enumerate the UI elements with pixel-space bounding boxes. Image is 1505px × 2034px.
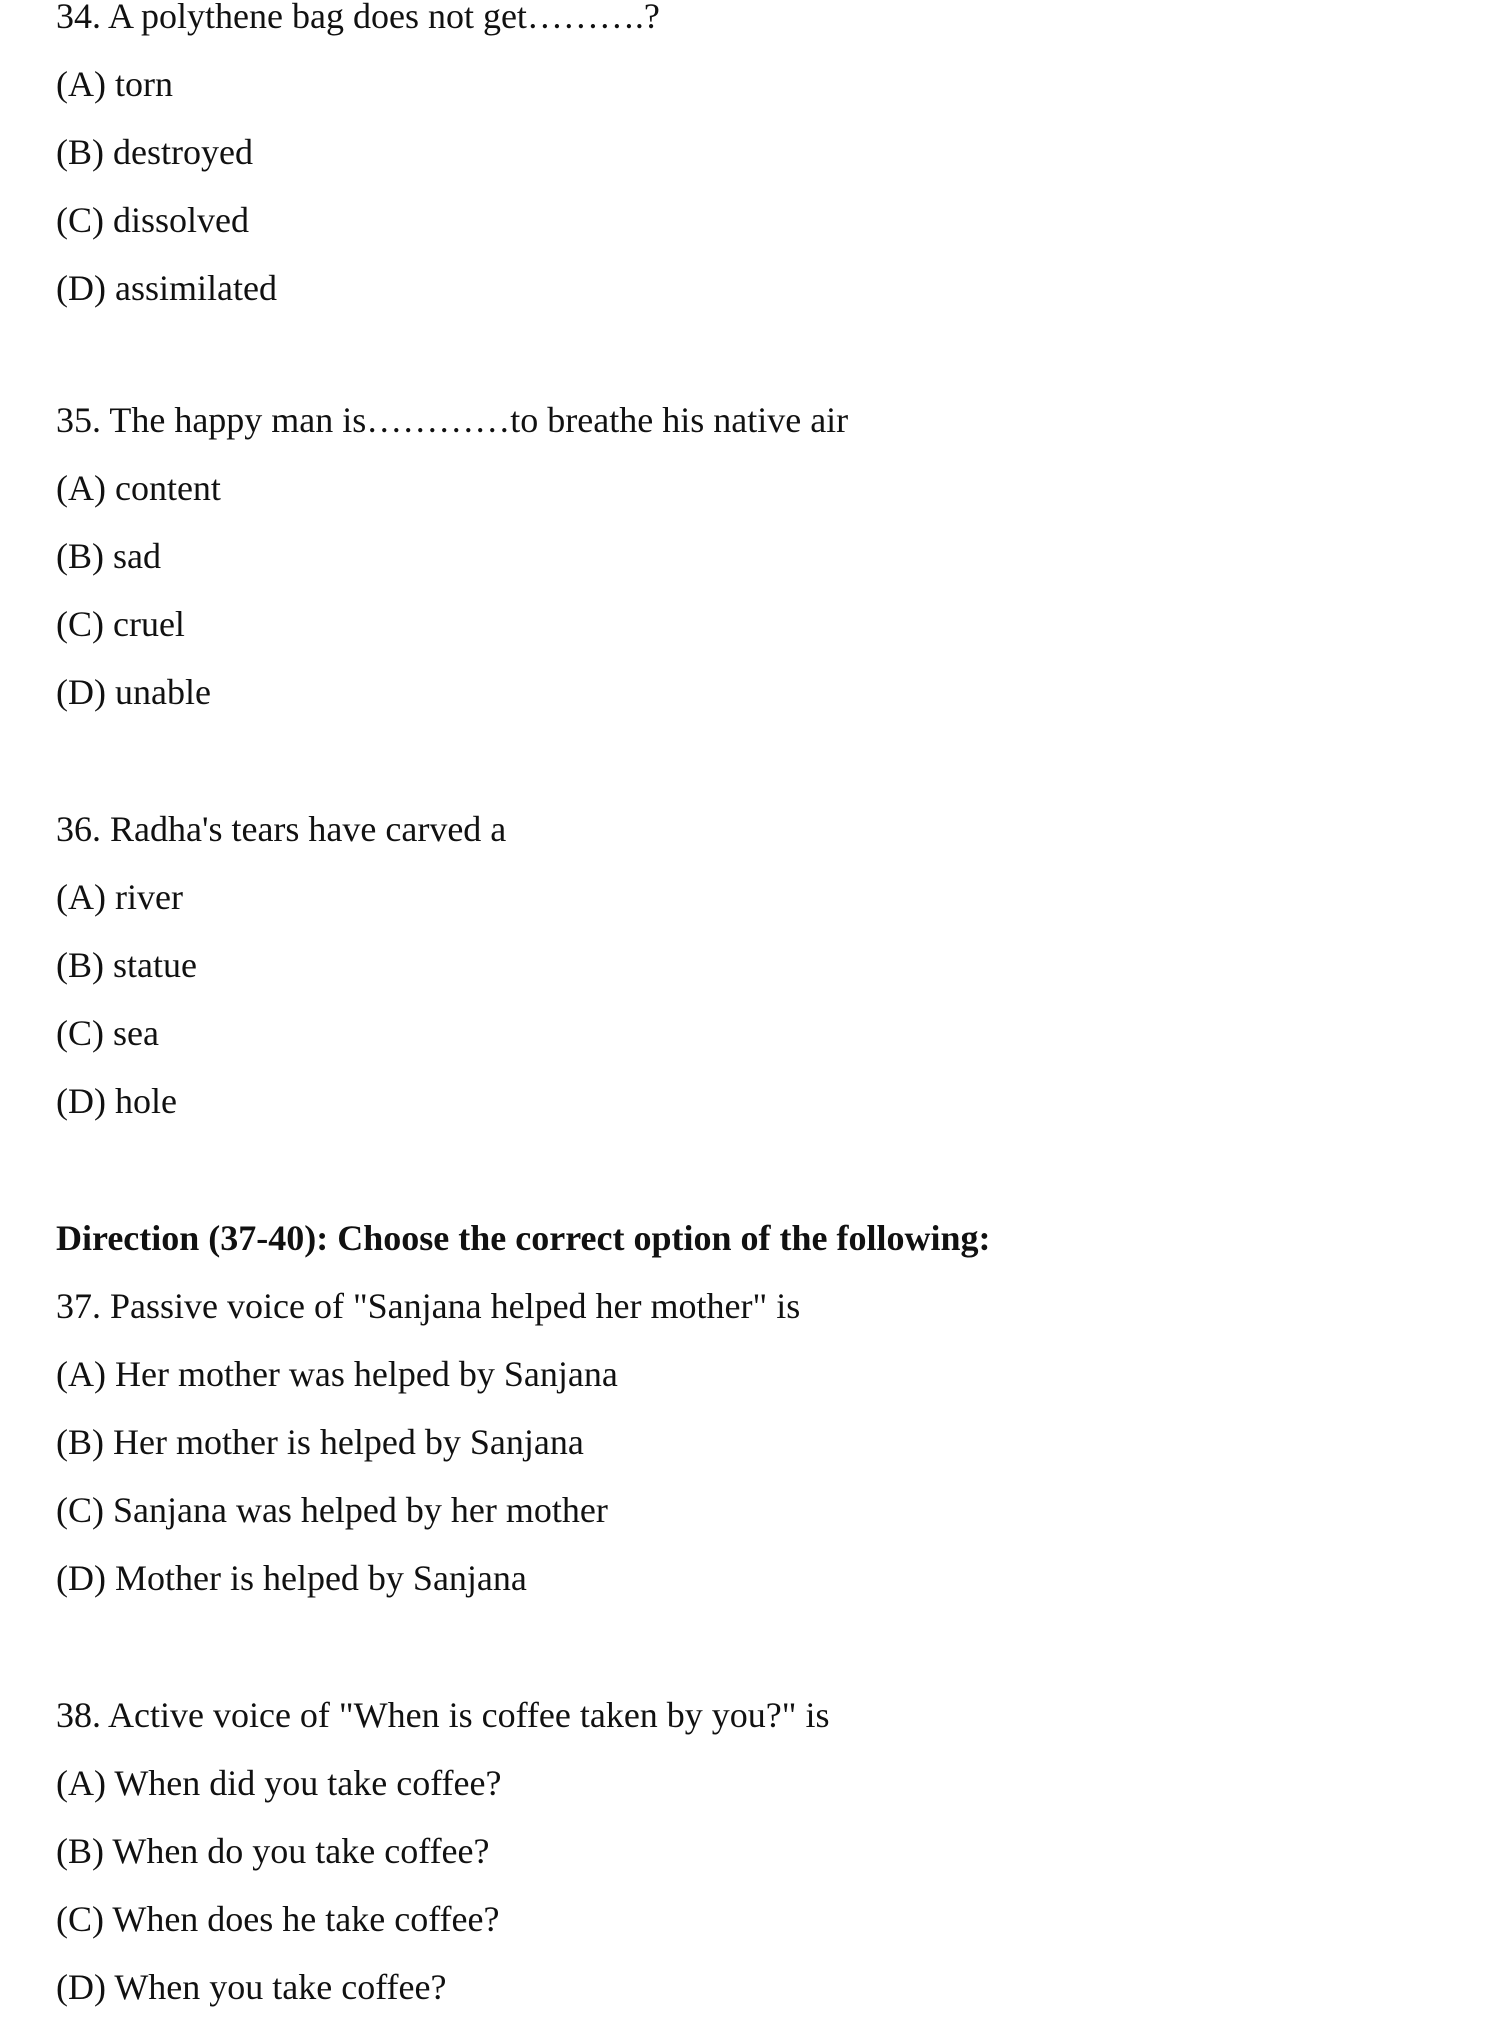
question-34 (56, 0, 1456, 322)
question-text: 34. A polythene bag does not get……….? (56, 0, 660, 36)
option-a: (A) When did you take coffee? (56, 1763, 502, 1803)
question-text: 38. Active voice of "When is coffee taken by you?" is (56, 1695, 830, 1735)
option-a: (A) torn (56, 64, 173, 104)
question-35 (56, 386, 1456, 726)
option-d: (D) Mother is helped by Sanjana (56, 1558, 527, 1598)
option-a: (A) river (56, 877, 183, 917)
option-c: (C) When does he take coffee? (56, 1899, 500, 1939)
question-38 (56, 1681, 1456, 2021)
option-b: (B) When do you take coffee? (56, 1831, 490, 1871)
option-c: (C) cruel (56, 604, 185, 644)
option-b: (B) destroyed (56, 132, 253, 172)
option-a: (A) Her mother was helped by Sanjana (56, 1354, 618, 1394)
question-36 (56, 795, 1456, 1135)
option-c: (C) sea (56, 1013, 159, 1053)
option-a: (A) content (56, 468, 221, 508)
option-b: (B) statue (56, 945, 197, 985)
option-c: (C) Sanjana was helped by her mother (56, 1490, 608, 1530)
option-b: (B) sad (56, 536, 161, 576)
direction-heading: Direction (37-40): Choose the correct option of the following: (56, 1218, 991, 1258)
direction-section (56, 1204, 1456, 1612)
option-c: (C) dissolved (56, 200, 249, 240)
option-d: (D) When you take coffee? (56, 1967, 447, 2007)
option-d: (D) assimilated (56, 268, 277, 308)
question-text: 36. Radha's tears have carved a (56, 809, 507, 849)
option-b: (B) Her mother is helped by Sanjana (56, 1422, 584, 1462)
question-text: 35. The happy man is…………to breathe his native air (56, 400, 849, 440)
question-text: 37. Passive voice of "Sanjana helped her mother" is (56, 1286, 801, 1326)
option-d: (D) hole (56, 1081, 177, 1121)
option-d: (D) unable (56, 672, 211, 712)
